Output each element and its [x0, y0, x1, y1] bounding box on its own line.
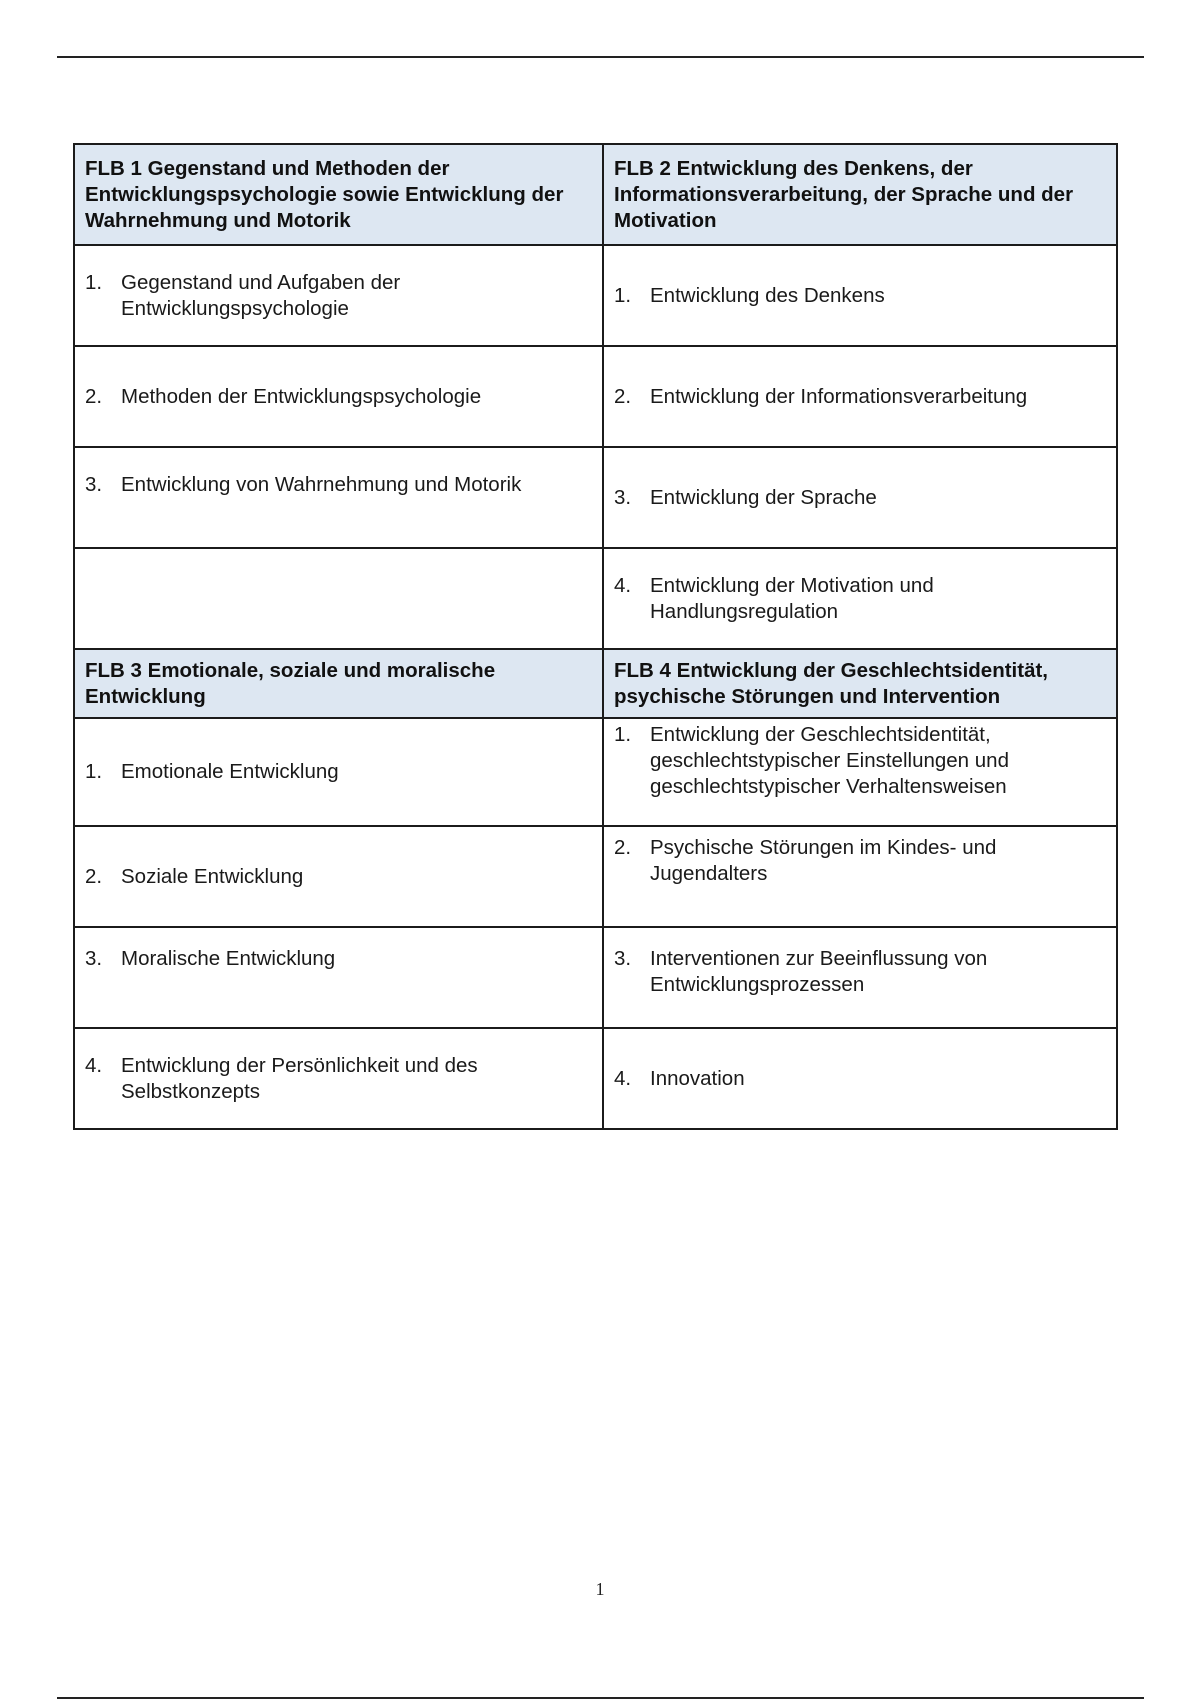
item-text: Entwicklung von Wahrnehmung und Motorik [121, 473, 522, 496]
item-text: Entwicklung der Sprache [650, 485, 877, 509]
item-text: Entwicklung des Denkens [650, 283, 885, 307]
item-number: 2. [614, 836, 632, 859]
item-text: Soziale Entwicklung [121, 864, 304, 888]
table-row [74, 826, 1117, 927]
flb3-title: FLB 3 Emotionale, soziale und moralische Entwicklung [74, 649, 603, 718]
item-text: Interventionen zur Beeinflussung von Entwicklungsprozessen [650, 947, 988, 996]
flb4-item-4 [603, 1028, 1117, 1129]
item-number: 2. [85, 384, 103, 408]
item-number: 3. [614, 485, 632, 509]
flb2-item-3 [603, 447, 1117, 548]
item-number: 1. [85, 760, 103, 783]
table-row [74, 346, 1117, 447]
table-row [74, 718, 1117, 826]
table-row [74, 447, 1117, 548]
item-number: 2. [85, 864, 103, 888]
flb1-item-3 [74, 447, 603, 548]
item-text: Psychische Störungen im Kindes- und Jugendalters [650, 836, 997, 885]
flb4-item-1 [603, 718, 1117, 826]
table-header-row [74, 144, 1117, 245]
flb4-item-3 [603, 927, 1117, 1028]
item-number: 3. [85, 473, 103, 496]
flb4-item-2 [603, 826, 1117, 927]
item-text: Entwicklung der Informationsverarbeitung [650, 384, 1028, 408]
table-header-row [74, 649, 1117, 718]
table-row [74, 548, 1117, 649]
empty-cell [74, 548, 603, 649]
page-number: 1 [595, 1579, 605, 1599]
item-number: 1. [614, 283, 632, 307]
item-number: 4. [614, 573, 632, 597]
flb2-item-4 [603, 548, 1117, 649]
item-text: Entwicklung der Persönlichkeit und des Selbstkonzepts [121, 1053, 478, 1103]
table-row [74, 1028, 1117, 1129]
item-number: 3. [85, 947, 103, 970]
footer-rule [57, 1697, 1144, 1699]
flb1-item-2 [74, 346, 603, 447]
item-text: Moralische Entwicklung [121, 947, 336, 970]
flb1-title: FLB 1 Gegenstand und Methoden der Entwicklungspsychologie sowie Entwicklung der Wahrnehmung und Motorik [74, 144, 603, 245]
flb2-title: FLB 2 Entwicklung des Denkens, der Informationsverarbeitung, der Sprache und der Motivation [603, 144, 1117, 245]
item-number: 1. [614, 723, 632, 746]
flb2-item-1 [603, 245, 1117, 346]
flb3-item-3 [74, 927, 603, 1028]
header-rule [57, 56, 1144, 58]
item-text: Entwicklung der Motivation und Handlungsregulation [650, 573, 934, 623]
flb3-item-4 [74, 1028, 603, 1129]
flb1-item-1 [74, 245, 603, 346]
table-row [74, 245, 1117, 346]
item-number: 2. [614, 384, 632, 408]
item-text: Methoden der Entwicklungspsychologie [121, 384, 482, 408]
item-number: 3. [614, 947, 632, 970]
table-row [74, 927, 1117, 1028]
item-number: 4. [614, 1066, 632, 1090]
item-number: 4. [85, 1053, 103, 1077]
flb3-item-2 [74, 826, 603, 927]
item-text: Gegenstand und Aufgaben der Entwicklungspsychologie [121, 270, 401, 320]
flb-overview-table [73, 143, 1118, 1130]
item-number: 1. [85, 270, 103, 294]
item-text: Entwicklung der Geschlechtsidentität, geschlechtstypischer Einstellungen und geschlechtstypischer Verhaltensweisen [650, 723, 1009, 798]
item-text: Innovation [650, 1066, 745, 1090]
flb4-title: FLB 4 Entwicklung der Geschlechtsidentität, psychische Störungen und Intervention [603, 649, 1117, 718]
item-text: Emotionale Entwicklung [121, 760, 339, 783]
flb2-item-2 [603, 346, 1117, 447]
flb3-item-1 [74, 718, 603, 826]
